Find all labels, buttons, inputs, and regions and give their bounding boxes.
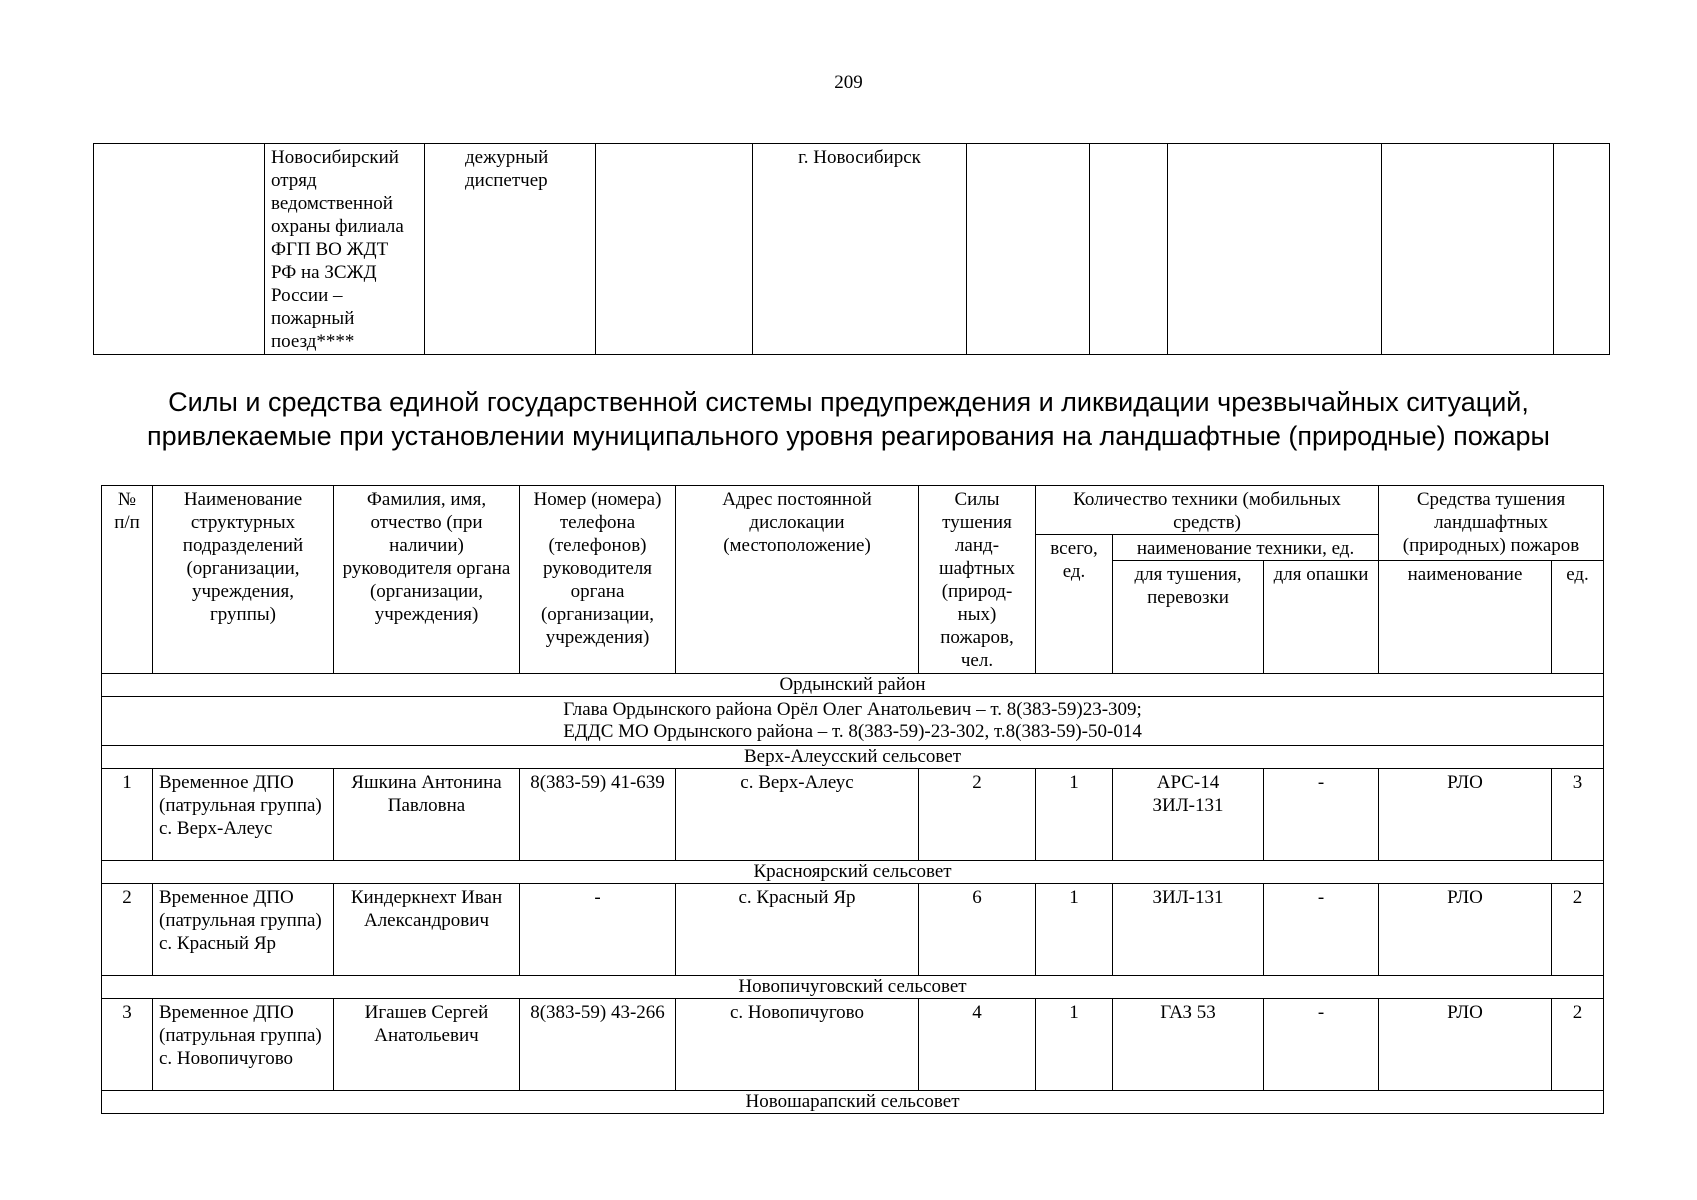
cell-units [1554,144,1610,355]
header-address: Адрес постоянной дислокации (местоположение) [676,486,919,674]
row-num: 3 [102,999,153,1091]
council-name: Верх-Алеусский сельсовет [102,746,1604,769]
cell-num [94,144,265,355]
district-head-line-2: ЕДДС МО Ордынского района – т. 8(383-59)-23-302, т.8(383-59)-50-014 [563,721,1142,742]
cell-total [1090,144,1168,355]
header-row-1 [102,486,1604,535]
header-forces: Силы тушения ланд-шафтных (природ-ных) пожаров, чел. [919,486,1036,674]
district-head-row [102,697,1604,746]
row-num: 2 [102,884,153,976]
header-num: № п/п [102,486,153,674]
council-row [102,976,1604,999]
row-means: РЛО [1379,999,1552,1091]
row-name: Временное ДПО (патрульная группа) с. Красный Яр [153,884,334,976]
district-name: Ордынский район [102,674,1604,697]
district-head-line-1: Глава Ордынского района Орёл Олег Анатольевич – т. 8(383-59)23-309; [563,699,1142,720]
row-extinguish: ГАЗ 53 [1113,999,1264,1091]
council-row [102,746,1604,769]
row-means: РЛО [1379,769,1552,861]
header-means-name: наименование [1379,561,1552,674]
cell-name: Новосибирский отряд ведомственной охраны филиала ФГП ВО ЖДТ РФ на ЗСЖД России – пожарный поезд**** [265,144,425,355]
row-firebreak: - [1264,999,1379,1091]
row-address: с. Верх-Алеус [676,769,919,861]
row-forces: 2 [919,769,1036,861]
cell-forces [967,144,1090,355]
header-phone: Номер (номера) телефона (телефонов) руководителя органа (организации, учреждения) [520,486,676,674]
row-phone: 8(383-59) 43-266 [520,999,676,1091]
document-title [0,385,1697,453]
row-num: 1 [102,769,153,861]
district-row [102,674,1604,697]
row-name: Временное ДПО (патрульная группа) с. Верх-Алеус [153,769,334,861]
page-number: 209 [834,72,863,93]
cell-phone [596,144,753,355]
row-phone: - [520,884,676,976]
header-total: всего, ед. [1036,535,1113,674]
header-person: Фамилия, имя, отчество (при наличии) руководителя органа (организации, учреждения) [334,486,520,674]
row-address: с. Красный Яр [676,884,919,976]
continuation-row [94,144,1610,355]
row-firebreak: - [1264,884,1379,976]
council-name: Новошарапский сельсовет [102,1091,1604,1114]
row-units: 2 [1552,884,1604,976]
cell-firebreak [1382,144,1554,355]
cell-head: дежурный диспетчер [425,144,596,355]
district-head [102,697,1604,746]
row-person: Киндеркнехт Иван Александрович [334,884,520,976]
row-total: 1 [1036,769,1113,861]
council-name: Красноярский сельсовет [102,861,1604,884]
row-units: 2 [1552,999,1604,1091]
header-extinguish: для тушения, перевозки [1113,561,1264,674]
header-means-unit: ед. [1552,561,1604,674]
council-row [102,861,1604,884]
forces-table [101,485,1604,1114]
row-total: 1 [1036,884,1113,976]
row-person: Игашев Сергей Анатольевич [334,999,520,1091]
header-firebreak: для опашки [1264,561,1379,674]
header-means: Средства тушения ландшафтных (природных) пожаров [1379,486,1604,561]
header-equipment-names: наименование техники, ед. [1113,535,1379,561]
table-row [102,999,1604,1091]
row-person: Яшкина Антонина Павловна [334,769,520,861]
row-units: 3 [1552,769,1604,861]
row-extinguish: ЗИЛ-131 [1113,884,1264,976]
title-line-2: привлекаемые при установлении муниципального уровня реагирования на ландшафтные (природные) пожары [147,421,1550,451]
table-row [102,884,1604,976]
header-equipment: Количество техники (мобильных средств) [1036,486,1379,535]
table-row [102,769,1604,861]
row-phone: 8(383-59) 41-639 [520,769,676,861]
council-row [102,1091,1604,1114]
row-forces: 6 [919,884,1036,976]
row-address: с. Новопичугово [676,999,919,1091]
continuation-table [93,143,1610,355]
header-name: Наименование структурных подразделений (организации, учреждения, группы) [153,486,334,674]
row-total: 1 [1036,999,1113,1091]
council-name: Новопичуговский сельсовет [102,976,1604,999]
cell-address: г. Новосибирск [753,144,967,355]
row-firebreak: - [1264,769,1379,861]
row-name: Временное ДПО (патрульная группа) с. Новопичугово [153,999,334,1091]
row-means: РЛО [1379,884,1552,976]
row-extinguish: АРС-14 ЗИЛ-131 [1113,769,1264,861]
row-forces: 4 [919,999,1036,1091]
cell-extinguish [1168,144,1382,355]
title-line-1: Силы и средства единой государственной системы предупреждения и ликвидации чрезвычайных ситуаций, [168,387,1529,417]
